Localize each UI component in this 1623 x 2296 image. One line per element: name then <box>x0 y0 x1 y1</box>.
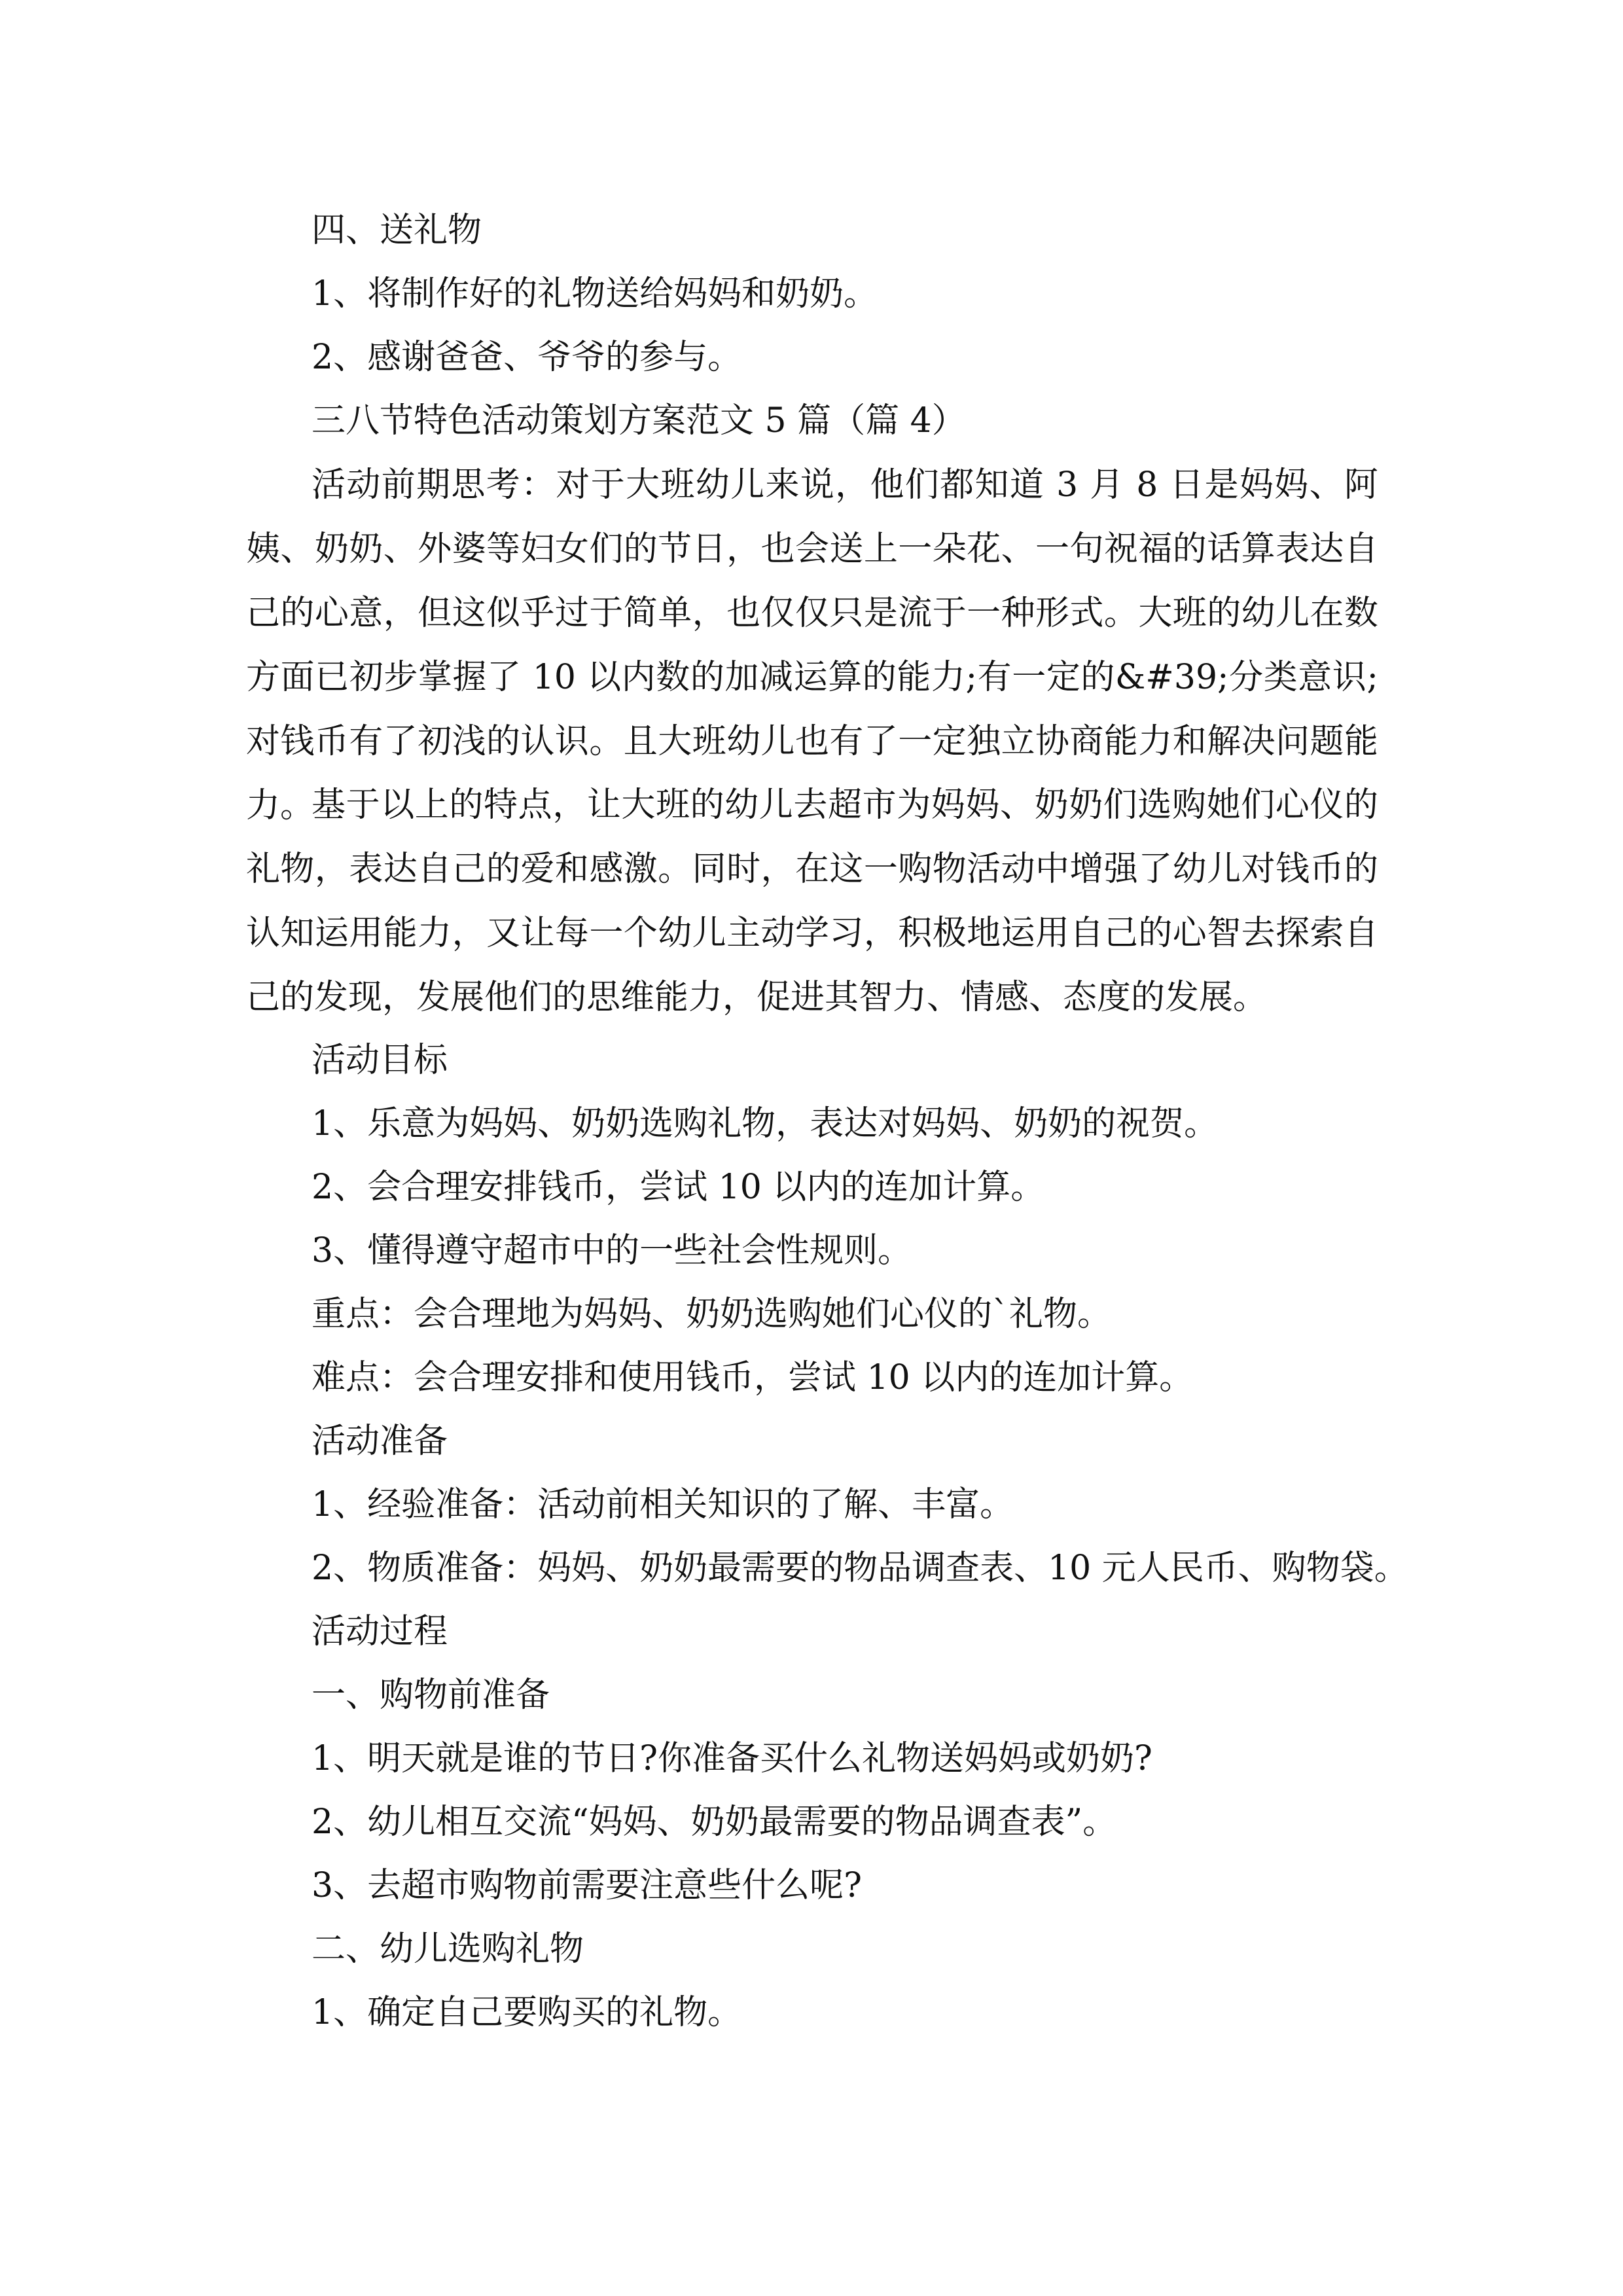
section-heading-goals: 活动目标 <box>312 1041 448 1080</box>
list-item: 1、将制作好的礼物送给妈妈和奶奶。 <box>312 274 878 314</box>
subsection-heading-choose-gifts: 二、幼儿选购礼物 <box>312 1929 584 1969</box>
list-item: 2、会合理安排钱币，尝试 10 以内的连加计算。 <box>312 1168 1045 1207</box>
section-heading-preparation: 活动准备 <box>312 1422 448 1461</box>
list-item: 2、感谢爸爸、爷爷的参与。 <box>312 338 742 377</box>
subsection-heading-pre-shopping: 一、购物前准备 <box>312 1676 550 1715</box>
intro-paragraph-1: 活动前期思考：对于大班幼儿来说，他们都知道 3 月 8 日是妈妈、阿姨、奶奶、外婆等妇女们的节日，也会送上一朵花、一句祝福的话算表达自己的心意，但这似乎过于简单，也仅仅只是流于一种形式。大班的幼儿在数方面已初步掌握了 10 以内数的加减运算的能力;有一定的&#39;分类意识;对钱币有了初浅的认识。且大班幼儿也有了一定独立协商能力和解决问题能力。 <box>246 465 1378 825</box>
key-point: 重点：会合理地为妈妈、奶奶选购她们心仪的`礼物。 <box>312 1295 1112 1334</box>
difficulty-point: 难点：会合理安排和使用钱币，尝试 10 以内的连加计算。 <box>312 1358 1194 1397</box>
list-item: 2、幼儿相互交流“妈妈、奶奶最需要的物品调查表”。 <box>312 1803 1117 1842</box>
list-item: 1、乐意为妈妈、奶奶选购礼物，表达对妈妈、奶奶的祝贺。 <box>312 1104 1219 1143</box>
article-title: 三八节特色活动策划方案范文 5 篇（篇 4） <box>312 401 966 440</box>
list-item: 1、经验准备：活动前相关知识的了解、丰富。 <box>312 1485 1014 1524</box>
list-item: 3、懂得遵守超市中的一些社会性规则。 <box>312 1231 912 1270</box>
section-heading-process: 活动过程 <box>312 1612 448 1651</box>
list-item: 2、物质准备：妈妈、奶奶最需要的物品调查表、10 元人民币、购物袋。 <box>312 1549 1408 1588</box>
list-item: 3、去超市购物前需要注意些什么呢? <box>312 1866 862 1905</box>
list-item: 1、明天就是谁的节日?你准备买什么礼物送妈妈或奶奶? <box>312 1739 1152 1778</box>
intro-paragraph-2: 基于以上的特点，让大班的幼儿去超市为妈妈、奶奶们选购她们心仪的礼物，表达自己的爱和感激。同时，在这一购物活动中增强了幼儿对钱币的认知运用能力，又让每一个幼儿主动学习，积极地运用自己的心智去探索自己的发现，发展他们的思维能力，促进其智力、情感、态度的发展。 <box>246 785 1378 1017</box>
list-item: 1、确定自己要购买的礼物。 <box>312 1993 742 2032</box>
section-heading-give-gifts: 四、送礼物 <box>312 211 482 250</box>
